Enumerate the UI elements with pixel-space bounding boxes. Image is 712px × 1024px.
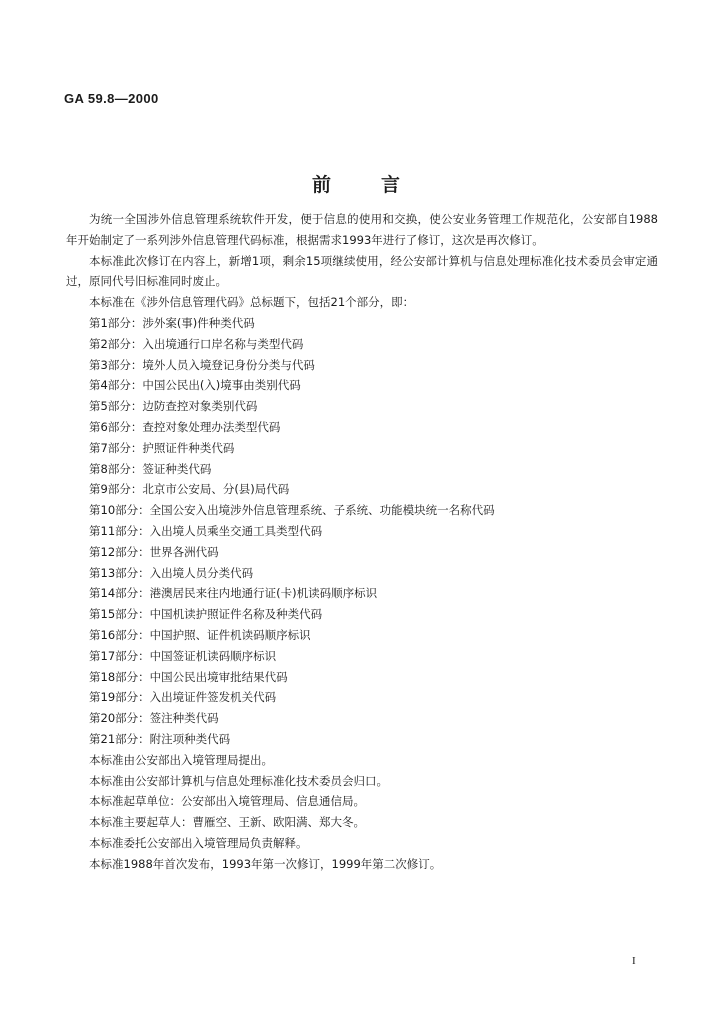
intro-paragraph-1: 为统一全国涉外信息管理系统软件开发，便于信息的使用和交换，使公安业务管理工作规范化，公安部自1988年开始制定了一系列涉外信息管理代码标准，根据需求1993年进行了修订，这次是再次修订。 — [66, 212, 658, 247]
preface-body — [66, 209, 658, 875]
list-item: 第20部分：签注种类代码 — [89, 711, 219, 726]
list-item: 第3部分：境外人员入境登记身份分类与代码 — [89, 357, 315, 372]
list-item: 第12部分：世界各洲代码 — [89, 544, 219, 559]
list-item: 第18部分：中国公民出境审批结果代码 — [89, 669, 288, 684]
standard-code: GA 59.8—2000 — [64, 91, 159, 106]
closing-paragraph-5: 本标准委托公安部出入境管理局负责解释。 — [89, 835, 308, 850]
page-title: 前言 — [311, 174, 450, 196]
list-item: 第11部分：入出境人员乘坐交通工具类型代码 — [89, 523, 323, 538]
list-item: 第19部分：入出境证件签发机关代码 — [89, 690, 277, 705]
closing-paragraph-6: 本标准1988年首次发布，1993年第一次修订，1999年第二次修订。 — [89, 856, 442, 871]
parts-list — [66, 313, 658, 750]
list-item: 第4部分：中国公民出(入)境事由类别代码 — [89, 378, 301, 393]
list-item: 第21部分：附注项种类代码 — [89, 731, 231, 746]
intro-paragraph-3: 本标准在《涉外信息管理代码》总标题下，包括21个部分，即： — [89, 295, 415, 310]
list-item: 第15部分：中国机读护照证件名称及种类代码 — [89, 607, 323, 622]
list-item: 第1部分：涉外案(事)件种类代码 — [89, 315, 255, 330]
list-item: 第10部分：全国公安入出境涉外信息管理系统、子系统、功能模块统一名称代码 — [89, 503, 495, 518]
list-item: 第13部分：入出境人员分类代码 — [89, 565, 254, 580]
list-item: 第17部分：中国签证机读码顺序标识 — [89, 648, 277, 663]
list-item: 第7部分：护照证件种类代码 — [89, 440, 235, 455]
list-item: 第14部分：港澳居民来往内地通行证(卡)机读码顺序标识 — [89, 586, 378, 601]
page-number: I — [632, 955, 636, 967]
list-item: 第16部分：中国护照、证件机读码顺序标识 — [89, 627, 311, 642]
list-item: 第6部分：查控对象处理办法类型代码 — [89, 419, 281, 434]
list-item: 第2部分：入出境通行口岸名称与类型代码 — [89, 336, 304, 351]
list-item: 第5部分：边防查控对象类别代码 — [89, 399, 258, 414]
list-item: 第8部分：签证种类代码 — [89, 461, 212, 476]
closing-paragraph-1: 本标准由公安部出入境管理局提出。 — [89, 752, 273, 767]
intro-paragraph-2: 本标准此次修订在内容上，新增1项，剩余15项继续使用，经公安部计算机与信息处理标准化技术委员会审定通过，原同代号旧标准同时废止。 — [66, 253, 658, 289]
list-item: 第9部分：北京市公安局、分(县)局代码 — [89, 482, 290, 497]
closing-paragraph-3: 本标准起草单位：公安部出入境管理局、信息通信局。 — [89, 794, 365, 809]
closing-paragraph-2: 本标准由公安部计算机与信息处理标准化技术委员会归口。 — [89, 773, 388, 788]
closing-paragraph-4: 本标准主要起草人：曹雁空、王新、欧阳满、郑大冬。 — [89, 815, 365, 830]
